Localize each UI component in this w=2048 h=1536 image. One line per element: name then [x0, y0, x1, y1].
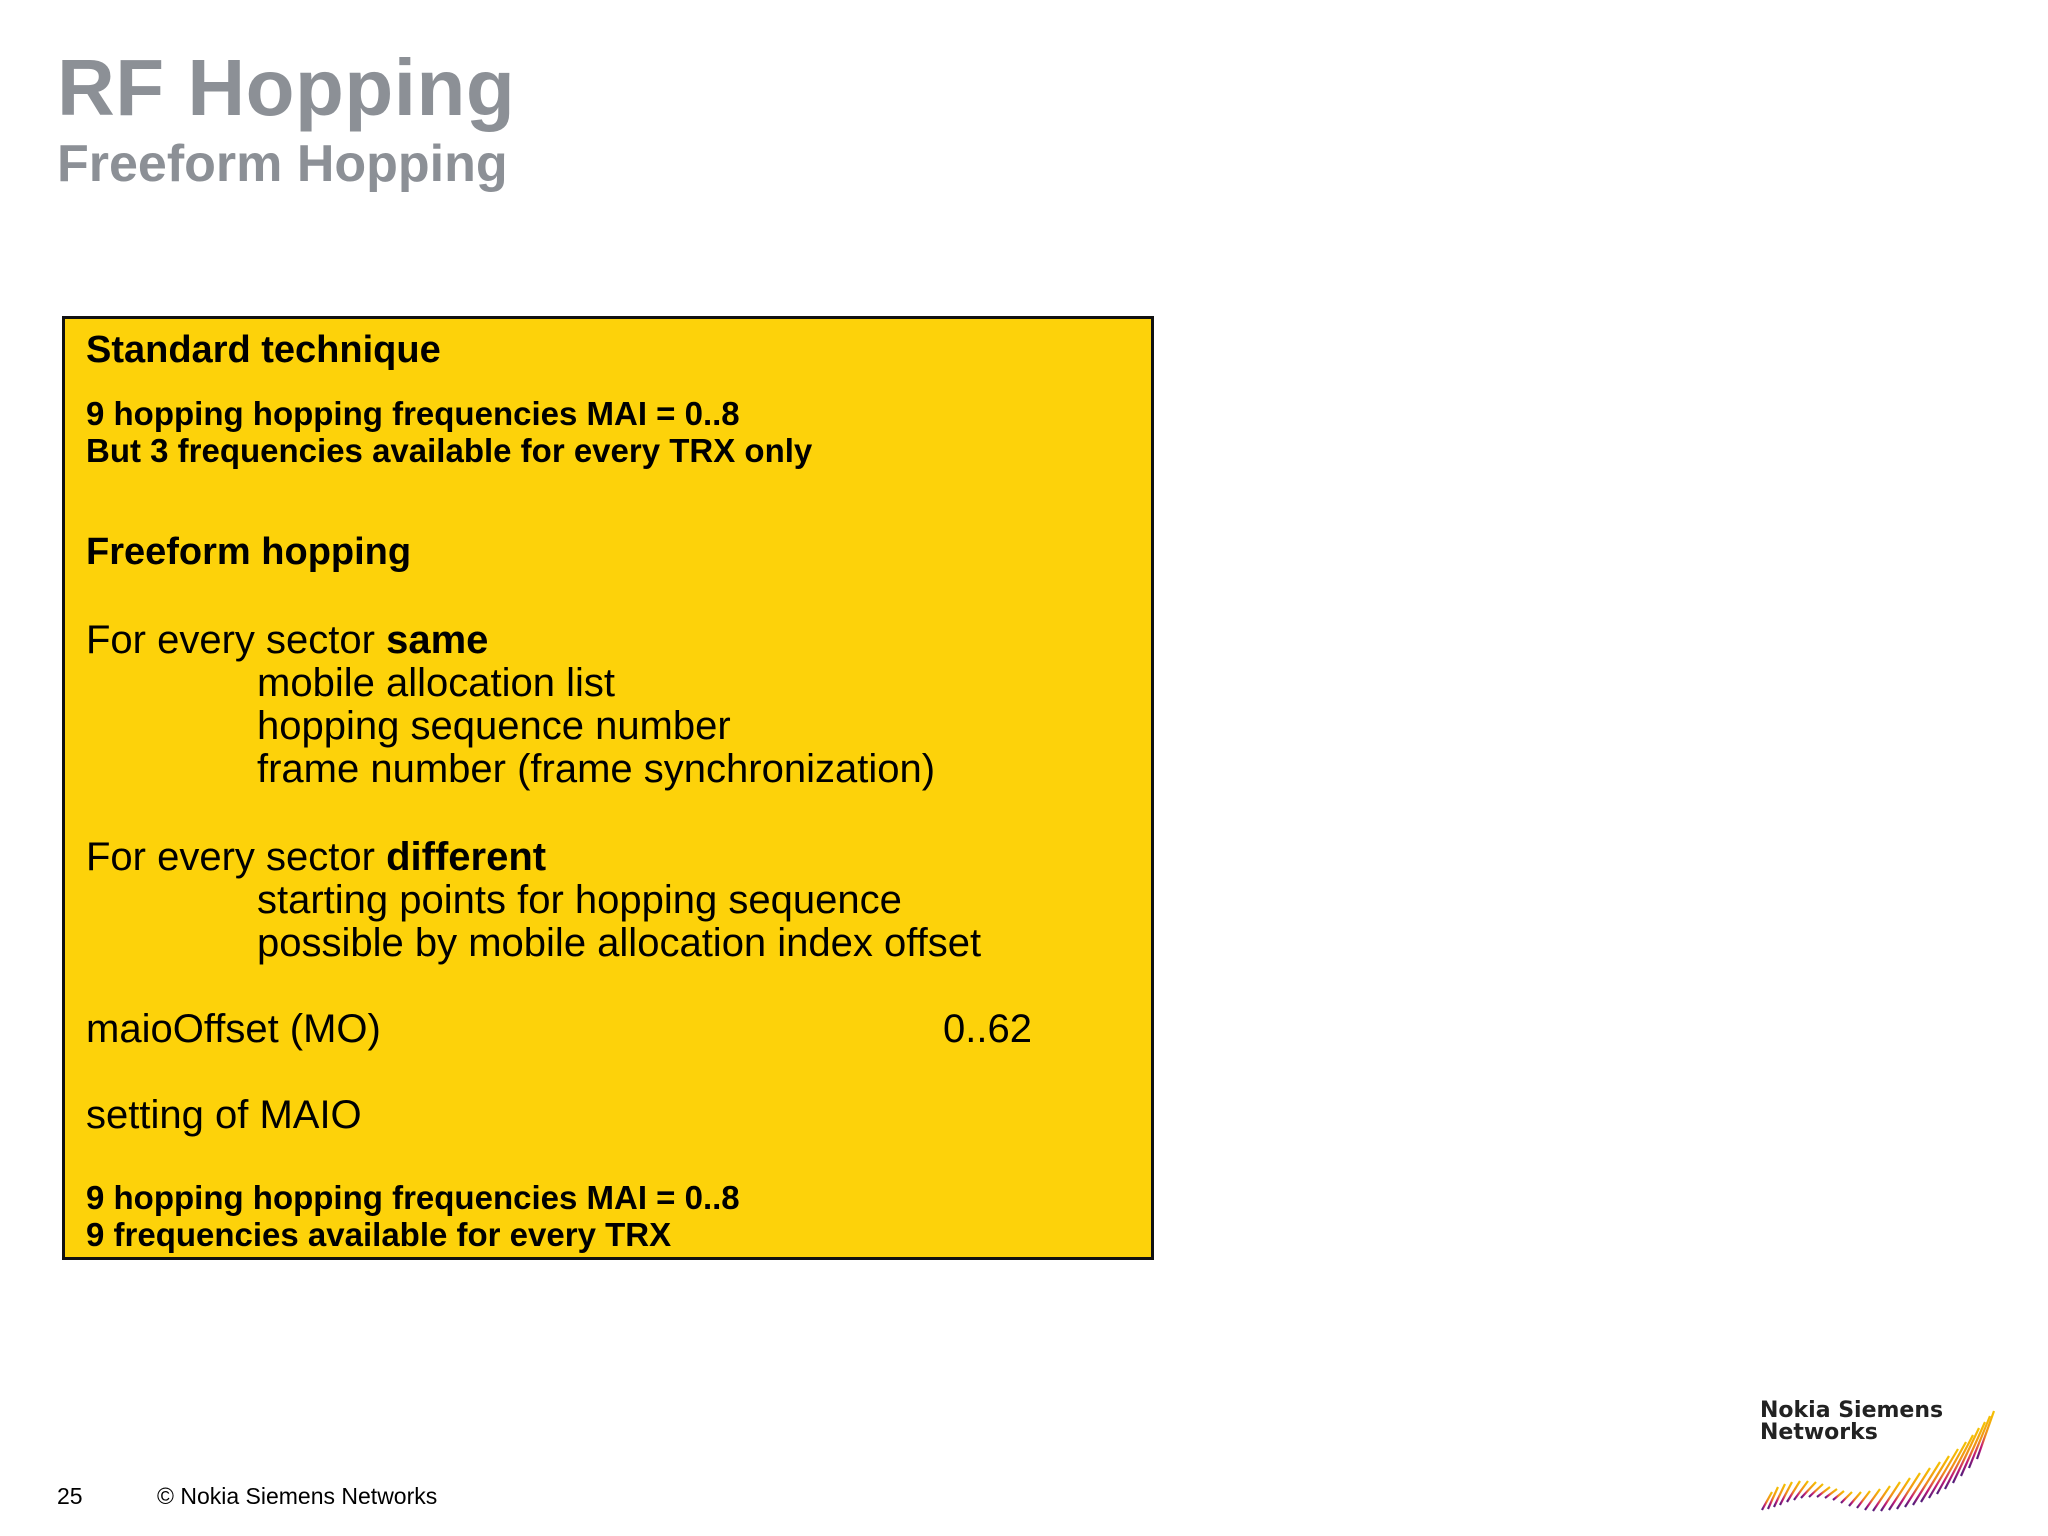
- standard-line-1: 9 hopping hopping frequencies MAI = 0..8: [86, 395, 740, 432]
- nokia-siemens-logo: [1760, 1392, 2010, 1512]
- same-item: frame number (frame synchronization): [257, 747, 936, 791]
- logo-text: [1760, 1400, 1943, 1444]
- setting-label: setting of MAIO: [86, 1093, 362, 1137]
- standard-line-2: But 3 frequencies available for every TRX only: [86, 432, 813, 469]
- different-prefix: For every sector: [86, 835, 387, 879]
- copyright-text: © Nokia Siemens Networks: [157, 1483, 438, 1509]
- page-number: 25: [57, 1483, 83, 1509]
- different-item: possible by mobile allocation index offset: [257, 921, 982, 965]
- freeform-hopping-heading: Freeform hopping: [86, 531, 412, 573]
- standard-technique-heading: Standard technique: [86, 329, 441, 371]
- parameter-value: 0..62: [943, 1007, 1032, 1051]
- logo-line-1: Nokia Siemens: [1760, 1398, 1944, 1423]
- slide-subtitle: Freeform Hopping: [57, 135, 508, 193]
- content-box: [62, 316, 1154, 1260]
- result-line-2: 9 frequencies available for every TRX: [86, 1216, 672, 1253]
- same-item: hopping sequence number: [257, 704, 731, 748]
- same-prefix: For every sector: [86, 618, 387, 662]
- same-keyword: same: [386, 618, 489, 662]
- slide-title: RF Hopping: [57, 43, 516, 132]
- different-keyword: different: [386, 835, 547, 879]
- different-item: starting points for hopping sequence: [257, 878, 902, 922]
- parameter-name: maioOffset (MO): [86, 1007, 381, 1051]
- same-heading: [86, 620, 488, 660]
- same-item: mobile allocation list: [257, 661, 615, 705]
- different-heading: [86, 837, 546, 877]
- logo-line-2: Networks: [1760, 1420, 1878, 1445]
- result-line-1: 9 hopping hopping frequencies MAI = 0..8: [86, 1179, 740, 1216]
